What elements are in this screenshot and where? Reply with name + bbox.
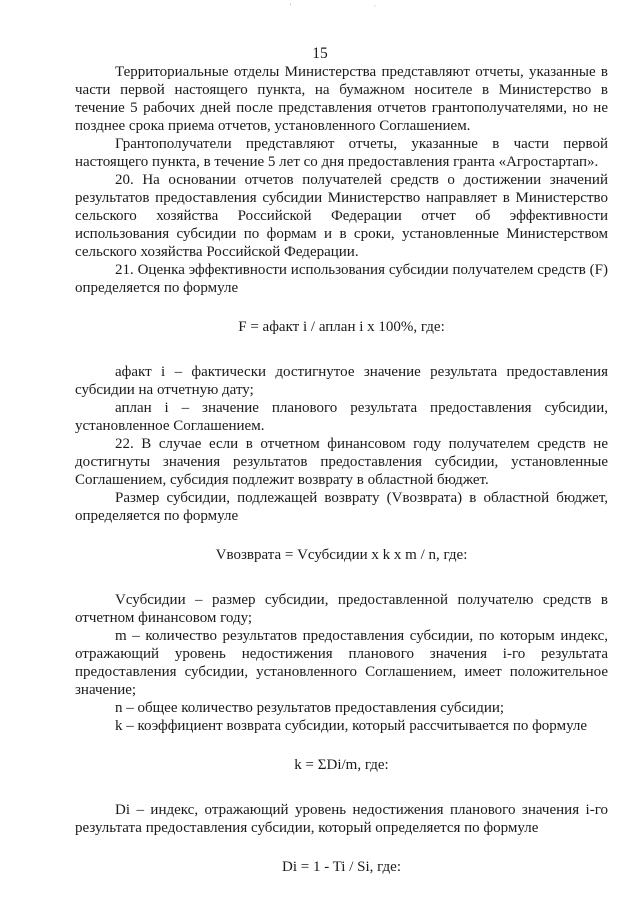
paragraph: Грантополучатели представляют отчеты, указанные в части первой настоящего пункта, в течение 5 лет со дня предоставления гранта «Агростартап». <box>75 136 608 170</box>
paragraph: аплан i – значение планового результата предоставления субсидии, установленное Соглашением. <box>75 400 608 434</box>
paragraph: Размер субсидии, подлежащей возврату (Vвозврата) в областной бюджет, определяется по формуле <box>75 490 608 524</box>
page-number: 15 <box>312 45 328 62</box>
paragraph: k – коэффициент возврата субсидии, который рассчитывается по формуле <box>115 718 588 734</box>
paragraph: Территориальные отделы Министерства представляют отчеты, указанные в части первой настоящего пункта, на бумажном носителе в Министерство в течение 5 рабочих дней после представления отчетов грантополучателями, но не позднее срока приема отчетов, установленного Соглашением. <box>75 64 608 134</box>
formula-efficiency: F = афакт i / аплан i х 100%, где: <box>238 319 445 335</box>
paragraph: 20. На основании отчетов получателей средств о достижении значений результатов предоставления субсидии Министерство направляет в Министерство сельского хозяйства Российской Федерации отчет об эффективности использования субсидии по формам и в сроки, установленные Министерством сельского хозяйства Российской Федерации. <box>75 172 608 260</box>
paragraph: афакт i – фактически достигнутое значение результата предоставления субсидии на отчетную дату; <box>75 364 608 398</box>
formula-index: Di = 1 - Ti / Si, где: <box>281 859 402 875</box>
document-body <box>75 63 608 876</box>
formula-coefficient: k = ΣDi/m, где: <box>294 757 389 773</box>
paragraph: n – общее количество результатов предоставления субсидии; <box>115 700 505 716</box>
paragraph: Di – индекс, отражающий уровень недостижения планового значения i-го результата предоставления субсидии, который определяется по формуле <box>75 802 608 836</box>
formula-refund: Vвозврата = Vсубсидии х k х m / n, где: <box>215 547 468 563</box>
scan-artifact: ' · <box>290 2 417 11</box>
paragraph: 22. В случае если в отчетном финансовом году получателем средств не достигнуты значения результатов предоставления субсидии, установленные Соглашением, субсидия подлежит возврату в областной бюджет. <box>75 436 608 488</box>
paragraph: Vсубсидии – размер субсидии, предоставленной получателю средств в отчетном финансовом году; <box>75 592 608 626</box>
paragraph: 21. Оценка эффективности использования субсидии получателем средств (F) определяется по формуле <box>75 262 608 296</box>
paragraph: m – количество результатов предоставления субсидии, по которым индекс, отражающий уровень недостижения планового значения i-го результата предоставления субсидии, установленного Соглашением, имеет положительное значение; <box>75 628 608 698</box>
